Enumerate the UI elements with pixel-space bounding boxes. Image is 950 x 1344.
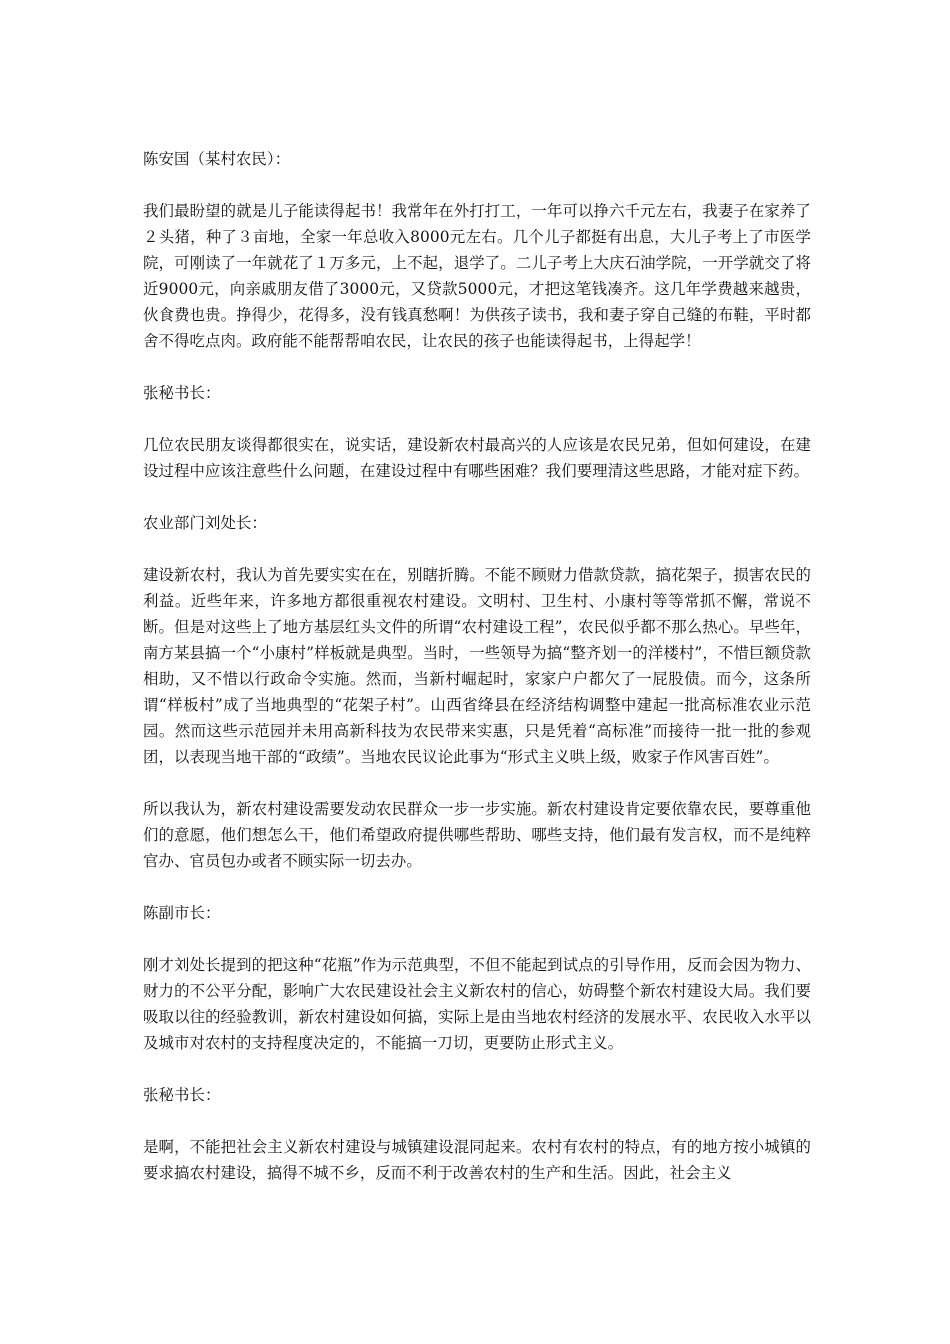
paragraph: 几位农民朋友谈得都很实在，说实话，建设新农村最高兴的人应该是农民兄弟，但如何建设，在建设过程中应该注意些什么问题，在建设过程中有哪些困难？我们要理清这些思路，才能对症下药。 <box>143 436 811 480</box>
speaker-label: 张秘书长： <box>143 1086 221 1104</box>
document-page <box>143 146 811 1212</box>
speaker-label: 农业部门刘处长： <box>143 514 267 532</box>
speaker-label: 张秘书长： <box>143 384 221 402</box>
paragraph: 所以我认为，新农村建设需要发动农民群众一步一步实施。新农村建设肯定要依靠农民，要尊重他们的意愿，他们想怎么干，他们希望政府提供哪些帮助、哪些支持，他们最有发言权，而不是纯粹官办、官员包办或者不顾实际一切去办。 <box>143 800 811 870</box>
speaker-label: 陈安国（某村农民）： <box>143 150 291 168</box>
paragraph: 建设新农村，我认为首先要实实在在，别瞎折腾。不能不顾财力借款贷款，搞花架子，损害农民的利益。近些年来，许多地方都很重视农村建设。文明村、卫生村、小康村等等常抓不懈，常说不断。但是对这些上了地方基层红头文件的所谓“农村建设工程”，农民似乎都不那么热心。早些年，南方某县搞一个“小康村”样板就是典型。当时，一些领导为搞“整齐划一的洋楼村”，不惜巨额贷款相助，又不惜以行政命令实施。然而，当新村崛起时，家家户户都欠了一屁股债。而今，这条所谓“样板村”成了当地典型的“花架子村”。山西省绛县在经济结构调整中建起一批高标准农业示范园。然而这些示范园并未用高新科技为农民带来实惠，只是凭着“高标准”而接待一批一批的参观团，以表现当地干部的“政绩”。当地农民议论此事为“形式主义哄上级，败家子作风害百姓”。 <box>143 566 811 766</box>
paragraph: 我们最盼望的就是儿子能读得起书！我常年在外打打工，一年可以挣六千元左右，我妻子在家养了２头猪，种了３亩地，全家一年总收入8000元左右。几个儿子都挺有出息，大儿子考上了市医学院，可刚读了一年就花了１万多元，上不起，退学了。二儿子考上大庆石油学院，一开学就交了将近9000元，向亲戚朋友借了3000元，又贷款5000元，才把这笔钱凑齐。这几年学费越来越贵，伙食费也贵。挣得少，花得多，没有钱真愁啊！为供孩子读书，我和妻子穿自己缝的布鞋，平时都舍不得吃点肉。政府能不能帮帮咱农民，让农民的孩子也能读得起书，上得起学！ <box>143 202 811 350</box>
speaker-label: 陈副市长： <box>143 904 221 922</box>
paragraph: 是啊，不能把社会主义新农村建设与城镇建设混同起来。农村有农村的特点，有的地方按小城镇的要求搞农村建设，搞得不城不乡，反而不利于改善农村的生产和生活。因此，社会主义 <box>143 1138 811 1182</box>
paragraph: 刚才刘处长提到的把这种“花瓶”作为示范典型，不但不能起到试点的引导作用，反而会因为物力、财力的不公平分配，影响广大农民建设社会主义新农村的信心，妨碍整个新农村建设大局。我们要吸取以往的经验教训，新农村建设如何搞，实际上是由当地农村经济的发展水平、农民收入水平以及城市对农村的支持程度决定的，不能搞一刀切，更要防止形式主义。 <box>143 956 811 1052</box>
